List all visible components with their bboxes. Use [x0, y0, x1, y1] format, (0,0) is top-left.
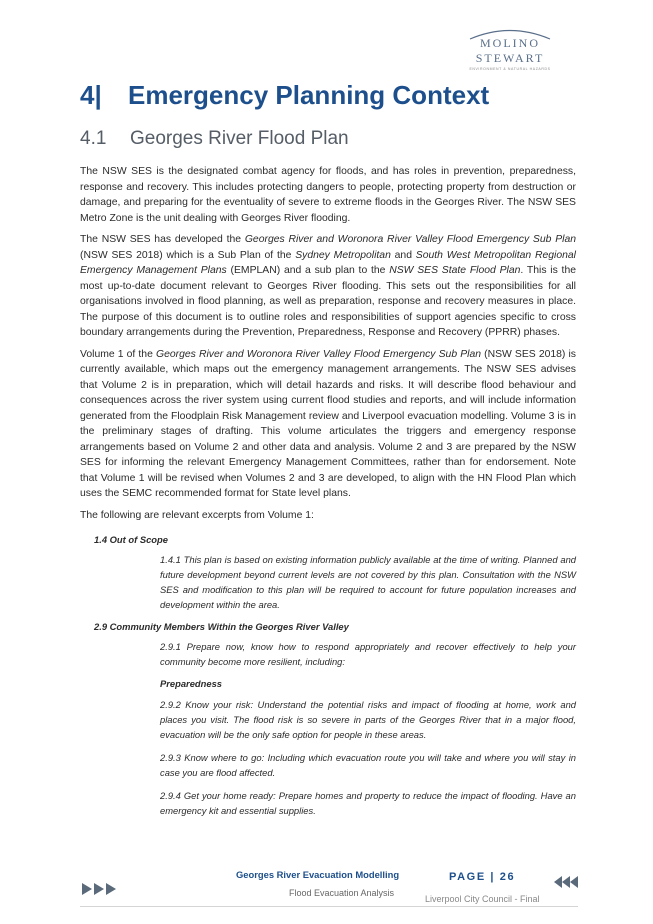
text-run: Volume 1 of the	[80, 348, 156, 360]
text-run: (NSW SES 2018) is currently available, which maps out the emergency management arrangements. The NSW SES advises that Volume 2 is in preparation, which will detail hazards and risks. It will describe flood behaviour and consequences across the river system using current flood studies and reports, and will include information generated from the Floodplain Risk Management review and Liverpool evacuation modelling. Volume 3 is in the preliminary stages of drafting. This volume articulates the triggers and emergency response arrangements based on Volume 2 and other data and analysis. Volume 2 and 3 are prepared by the NSW SES for informing the relevant Emergency Management Committees, rather than for endorsement. Note that Volume 1 will be revised when Volumes 2 and 3 are developed, to align with the HN Flood Plan which uses the SEMC recommended format for State level plans.	[80, 348, 577, 499]
body-content	[80, 164, 576, 826]
logo-tagline: ENVIRONMENT & NATURAL HAZARDS	[469, 67, 551, 71]
triple-arrow-left-icon	[554, 876, 578, 888]
section-title: Emergency Planning Context	[128, 80, 490, 110]
paragraph-3	[80, 347, 576, 502]
page-footer	[80, 868, 578, 908]
excerpt-subheading-preparedness: Preparedness	[160, 678, 223, 689]
footer-report-title: Georges River Evacuation Modelling	[236, 869, 400, 880]
footer-report-subtitle: Flood Evacuation Analysis	[289, 888, 395, 898]
subsection-heading	[80, 128, 349, 150]
excerpt-1-4-1: 1.4.1 This plan is based on existing information publicly available at the time of writing. Planned and future development beyond current levels are not covered by this plan. Consultation with the NSW SES and modification to this plan will be required to account for future population increases and development within the area.	[160, 554, 576, 610]
excerpt-2-9-1: 2.9.1 Prepare now, know how to respond appropriately and recover effectively to help your community become more resilient, including:	[160, 641, 576, 667]
text-run: The NSW SES has developed the	[80, 234, 245, 245]
subsection-title: Georges River Flood Plan	[130, 128, 349, 149]
text-run: and	[390, 249, 416, 261]
plan-title: Georges River and Woronora River Valley Flood Emergency Sub Plan	[155, 348, 481, 360]
paragraph-2	[80, 232, 576, 341]
section-heading	[80, 80, 489, 111]
plan-title: Sydney Metropolitan	[295, 249, 391, 261]
excerpt-2-9-3: 2.9.3 Know where to go: Including which evacuation route you will take and where you will stay in case you are flood affected.	[160, 752, 576, 778]
text-run: (EMPLAN) and a sub plan to the	[226, 265, 390, 276]
footer-client-name: Liverpool City Council - Final	[425, 894, 540, 904]
text-run: . This is the most up-to-date document relevant to Georges River flooding. This sets out the responsibilities for all organisations involved in flood planning, as well as preparation, response and recovery measures in place. The purpose of this document is to outline roles and responsibilities of support agencies specific to cross boundary arrangements during the Prevention, Preparedness, Response and Recovery (PPRR) phases.	[80, 265, 577, 338]
paragraph-1: The NSW SES is the designated combat agency for floods, and has roles in prevention, preparedness, response and recovery. This includes protecting dangers to people, protecting property from destruction or damage, and preparing for the eventuality of severe to extreme floods in the Georges River. The NSW SES Metro Zone is the unit dealing with Georges River flooding.	[80, 166, 576, 224]
section-number: 4|	[80, 80, 102, 110]
subsection-number: 4.1	[80, 128, 107, 149]
plan-title: South West Metropolitan Regional Emergency Management Plans	[80, 249, 576, 276]
paragraph-4: The following are relevant excerpts from Volume 1:	[80, 509, 314, 521]
triple-arrow-right-icon	[82, 883, 118, 895]
excerpt-2-9-2: 2.9.2 Know your risk: Understand the potential risks and impact of flooding at home, work and places you visit. The flood risk is so severe in parts of the Georges River that in a major flood, evacuation will be the only safe option for people in these areas.	[160, 699, 576, 740]
footer-page-number: PAGE | 26	[449, 871, 516, 883]
plan-title: NSW SES State Flood Plan	[389, 265, 521, 276]
excerpt-heading-out-of-scope: 1.4 Out of Scope	[94, 534, 168, 545]
molino-stewart-logo	[445, 26, 575, 71]
excerpt-heading-community-members: 2.9 Community Members Within the Georges River Valley	[94, 621, 349, 632]
logo-name: MOLINO STEWART	[475, 36, 545, 65]
plan-title: Georges River and Woronora River Valley Flood Emergency Sub Plan	[244, 234, 576, 245]
text-run: (NSW SES 2018) which is a Sub Plan of the	[80, 249, 296, 261]
excerpt-2-9-4: 2.9.4 Get your home ready: Prepare homes and property to reduce the impact of flooding. Have an emergency kit and essential supplies.	[160, 790, 576, 816]
footer-divider	[80, 906, 578, 907]
